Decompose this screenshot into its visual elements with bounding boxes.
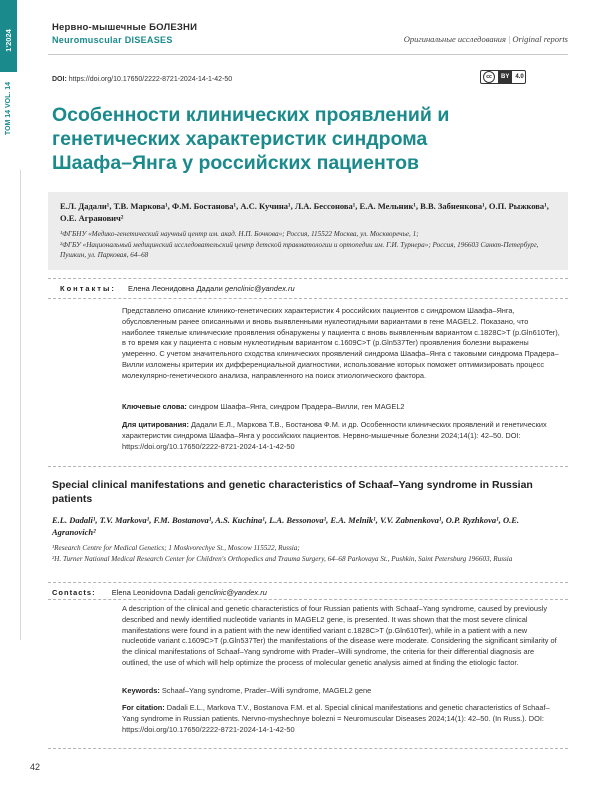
- affiliation-1-en: ¹Research Centre for Medical Genetics; 1 Moskvorechye St., Moscow 115522, Russia;: [52, 544, 300, 552]
- affiliations-en: [52, 543, 562, 564]
- section-label-ru: Оригинальные исследования: [403, 34, 506, 44]
- contacts-email-en[interactable]: genclinic@yandex.ru: [197, 588, 267, 597]
- journal-title-en: Neuromuscular DISEASES: [52, 35, 173, 45]
- cc-license-badge[interactable]: [480, 70, 526, 84]
- affiliation-1-ru: ¹ФГБНУ «Медико-генетический научный центр им. акад. Н.П. Бочкова»; Россия, 115522 Москва, ул. Москворечье, 1;: [60, 230, 419, 238]
- keywords-label-en: Keywords:: [122, 686, 160, 695]
- contacts-label-ru: Контакты:: [60, 284, 116, 293]
- abstract-ru: Представлено описание клинико-генетических характеристик 4 российских пациентов с синдромом Шаафа–Янга, обусловленным ранее описанными и вновь выявленными нуклеотидными вариантами в гене MAGEL2. Показано, что наиболее тяжелые клинические проявления обнаружены у пациента с вновь выявленным вариантом с.1828C>T (p.Gln610Ter), в то время как у пациента с новым нуклеотидным вариантом с.1609C>T (p.Gln537Ter) проявления болезни выражены умеренно. С учетом значительного сходства клинических проявлений синдрома Шаафа–Янга с таковыми синдрома Прадера–Вилли изложены критерии их дифференциальной диагностики, использование которых поможет оптимизировать процесс молекулярно-генетического анализа, направленного на поиск этиологического фактора.: [122, 306, 560, 380]
- citation-text-ru: Дадали Е.Л., Маркова Т.В., Бостанова Ф.М. и др. Особенности клинических проявлений и генетических характеристик синдрома Шаафа–Янга у российских пациентов. Нервно-мышечные болезни 2024;14(1): 42–50. DOI: https://doi.org/10.17650/2222-8721-2024-14-1-42-50: [122, 420, 547, 451]
- header-divider: [48, 54, 568, 55]
- divider: [48, 466, 568, 467]
- section-label: Оригинальные исследования | Original reports: [403, 34, 568, 44]
- affiliation-2-en: ²H. Turner National Medical Research Center for Children's Orthopedics and Trauma Surgery, 64–68 Parkovaya St., Pushkin, Saint Petersburg 196603, Russia: [52, 554, 513, 563]
- section-label-en: Original reports: [512, 34, 568, 44]
- keywords-en: [122, 686, 562, 697]
- doi-link[interactable]: https://doi.org/10.17650/2222-8721-2024-14-1-42-50: [68, 76, 233, 83]
- doi-line: [52, 76, 232, 83]
- contacts-label-en: Contacts:: [52, 588, 96, 597]
- affiliations-ru: [60, 229, 560, 261]
- divider: [48, 748, 568, 749]
- contacts-email-ru[interactable]: genclinic@yandex.ru: [224, 284, 295, 293]
- divider: [48, 599, 568, 600]
- cc-by-label: BY: [498, 71, 512, 83]
- authors-en: E.L. Dadali¹, T.V. Markova¹, F.M. Bostanova¹, A.S. Kuchina¹, L.A. Bessonova¹, E.A. Melnik¹, V.V. Zabnenkova¹, O.P. Ryzhkova¹, O.E. Agranovich²: [52, 515, 520, 537]
- contacts-name-en: Elena Leonidovna Dadali: [111, 588, 196, 597]
- article-title-ru: Особенности клинических проявлений и генетических характеристик синдрома Шаафа–Янга у российских пациентов: [52, 104, 450, 174]
- citation-text-en: Dadali E.L., Markova T.V., Bostanova F.M. et al. Special clinical manifestations and genetic characteristics of Schaaf–Yang syndrome in Russian patients. Nervno-myshechnye bolezni = Neuromuscular Diseases 2024;14(1): 42–50. (In Russ.). DOI: https://doi.org/10.17650/2222-8721-2024-14-1-42-50: [122, 703, 550, 734]
- journal-title-ru: Нервно-мышечные БОЛЕЗНИ: [52, 22, 198, 33]
- citation-ru: [122, 420, 562, 452]
- keywords-label-ru: Ключевые слова:: [122, 402, 187, 411]
- page-number: 42: [30, 762, 41, 772]
- citation-label-en: For citation:: [122, 703, 165, 712]
- article-title-en: Special clinical manifestations and genetic characteristics of Schaaf–Yang syndrome in Russian patients: [52, 479, 533, 505]
- volume-label: TOM 14 VOL. 14: [5, 81, 13, 135]
- cc-version: 4.0: [515, 74, 524, 80]
- doi-label: DOI:: [52, 76, 67, 83]
- citation-en: [122, 703, 562, 735]
- contacts-name-ru: Елена Леонидовна Дадали: [127, 284, 223, 293]
- divider: [48, 298, 568, 299]
- divider: [48, 582, 568, 583]
- keywords-text-en: Schaaf–Yang syndrome, Prader–Willi syndrome, MAGEL2 gene: [161, 686, 372, 695]
- keywords-ru: [122, 402, 562, 413]
- divider: [48, 278, 568, 279]
- contacts-en: [52, 588, 267, 597]
- keywords-text-ru: синдром Шаафа–Янга, синдром Прадера–Вилли, ген MAGEL2: [188, 402, 405, 411]
- side-divider: [20, 170, 21, 640]
- authors-ru: Е.Л. Дадали¹, Т.В. Маркова¹, Ф.М. Бостанова¹, А.С. Кучина¹, Л.А. Бессонова¹, Е.А. Мельник¹, В.В. Забненкова¹, О.П. Рыжкова¹, О.Е. Агранович²: [60, 201, 549, 223]
- affiliation-2-ru: ²ФГБУ «Национальный медицинский исследовательский центр детской травматологии и ортопедии им. Г.И. Турнера»; Россия, 196603 Санкт-Петербург, Пушкин, ул. Парковая, 64–68: [60, 240, 539, 259]
- cc-icon: cc: [483, 71, 495, 83]
- abstract-en: A description of the clinical and genetic characteristics of four Russian patients with Schaaf–Yang syndrome, caused by previously described and newly identified nucleotide variants in MAGEL2 gene, is presented. It was shown that the most severe clinical manifestations were found in a patient with the new identified variant c.1828C>T (p.Gln610Ter), while in a patient with a new nucleotide variant c.1609C>T (p.Gln537Ter) the manifestations of the disease were moderate. Considering the significant similarity of the clinical manifestations of Schaaf–Yang syndrome with Prader–Willi syndrome, the criteria for their differential diagnosis are outlined, the use of which will help optimize the process of molecular genetic analysis aimed at finding the etiologic factor.: [122, 604, 557, 667]
- issue-number: 1'2024: [4, 28, 14, 52]
- citation-label-ru: Для цитирования:: [122, 420, 189, 429]
- contacts-ru: [60, 284, 295, 293]
